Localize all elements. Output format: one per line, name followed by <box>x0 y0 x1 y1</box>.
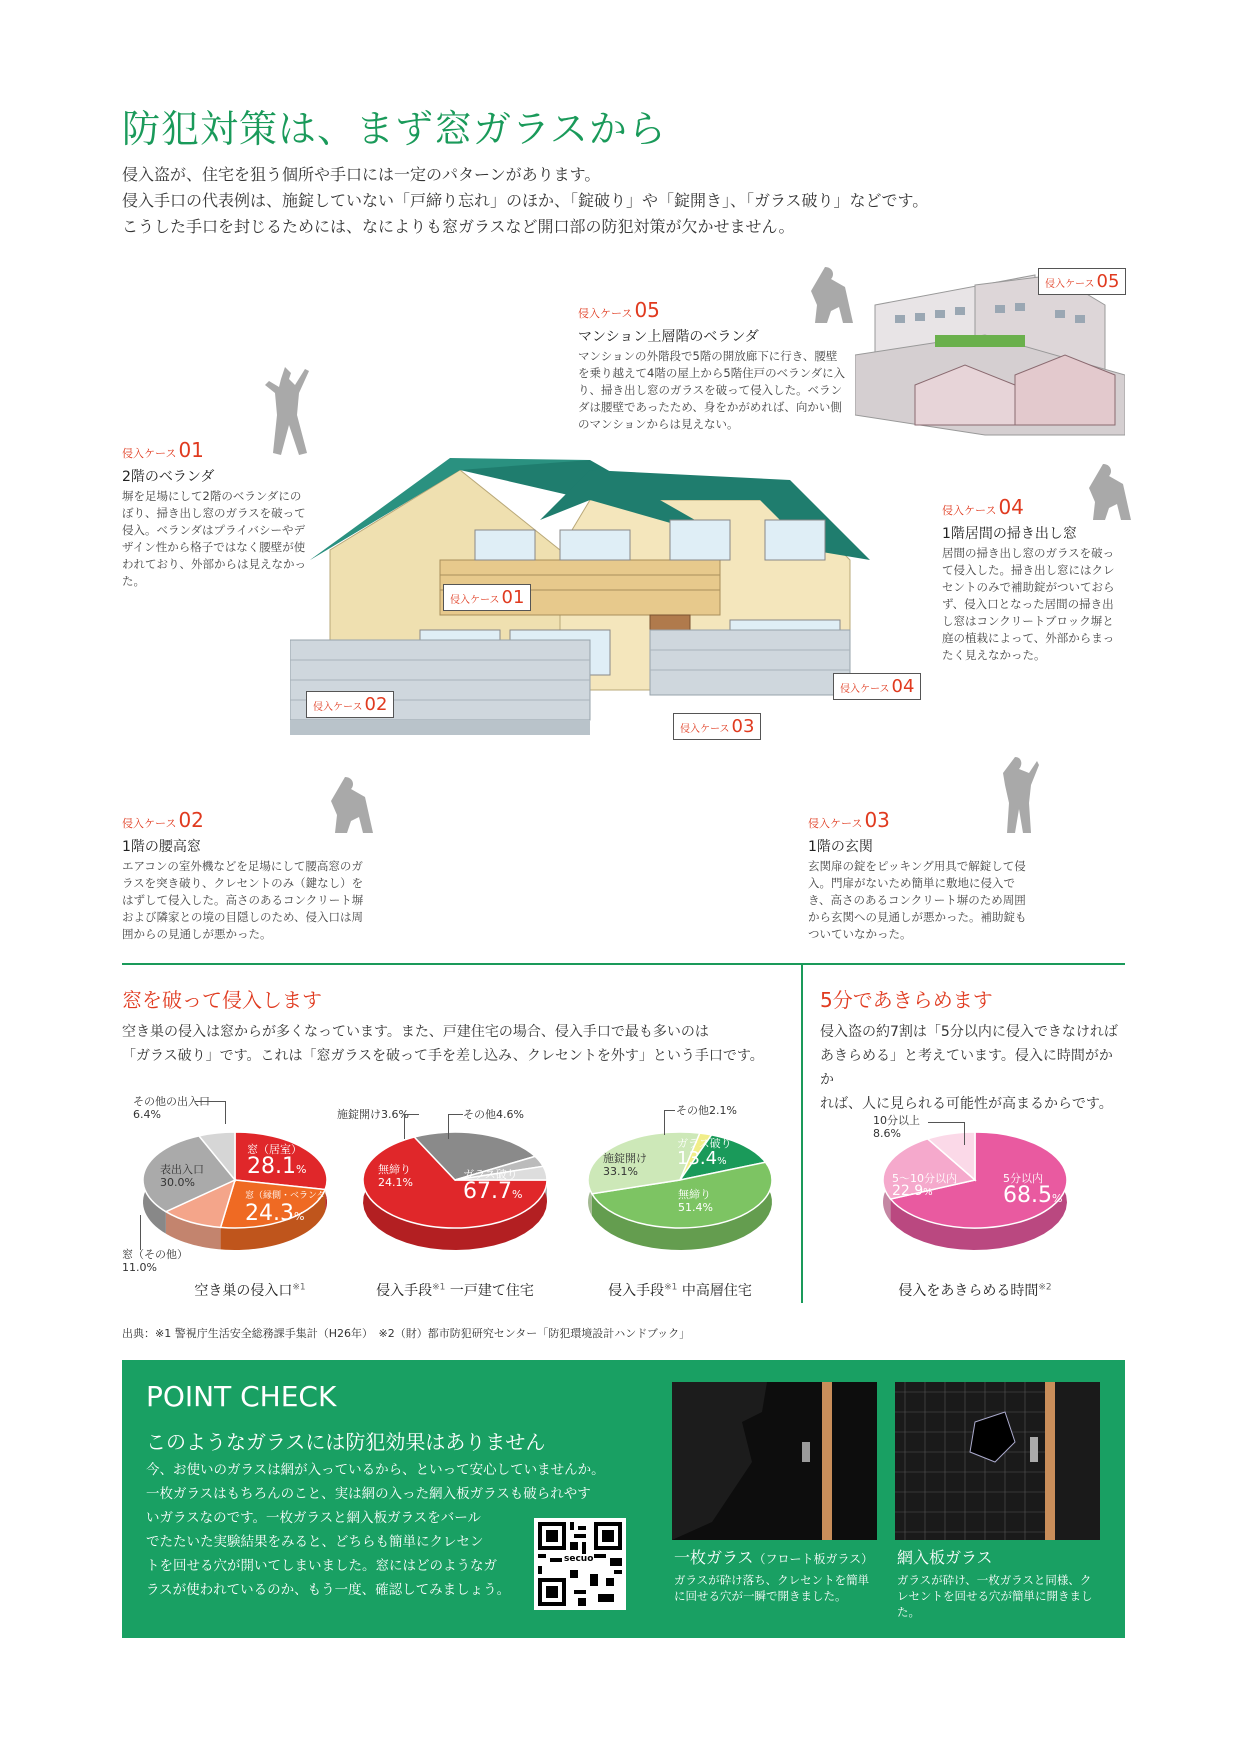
caption-tail: 一戸建て住宅 <box>449 1283 534 1299</box>
pie1-leader-line <box>195 1101 226 1124</box>
photo-title-sub: （フロート板ガラス） <box>753 1552 874 1566</box>
photo-float-glass <box>672 1382 877 1540</box>
case-02 <box>122 808 367 943</box>
qr-code-icon <box>534 1518 626 1610</box>
point-check-heading: POINT CHECK <box>146 1380 337 1413</box>
slice-value <box>1003 1185 1062 1210</box>
pie4-leader-line <box>928 1122 965 1145</box>
case-body: エアコンの室外機などを足場にして腰高窓のガラスを突き破り、クレセントのみ（鍵なし）をはずして侵入した。高さのあるコンクリート塀および隣家との境の目隠しのため、侵入口は周囲からの見通しが悪かった。 <box>122 859 364 941</box>
section-body-five-minutes <box>820 1020 1120 1116</box>
page-title: 防犯対策は、まず窓ガラスから <box>122 107 667 151</box>
case-tag-04 <box>833 673 921 700</box>
caption-tail: 中高層住宅 <box>681 1283 752 1299</box>
case-tag-number: 03 <box>731 716 755 737</box>
case-tag-03 <box>673 713 761 740</box>
case-tag-01 <box>443 584 531 611</box>
body-line: 今、お使いのガラスは網が入っているから、といって安心していませんか。 <box>146 1462 605 1478</box>
qr-code[interactable] <box>534 1518 626 1610</box>
point-check-subheading: このようなガラスには防犯効果はありません <box>146 1430 546 1454</box>
intro-line: 侵入盗が、住宅を狙う個所や手口には一定のパターンがあります。 <box>122 165 601 184</box>
photo-wired-glass-caption: ガラスが砕け、一枚ガラスと同様、クレセントを回せる穴が簡単に開きました。 <box>897 1573 1093 1619</box>
pie3-label-unlocked <box>678 1188 713 1214</box>
percent-sign: % <box>1051 1192 1063 1205</box>
slice-label: 窓（居室） <box>247 1143 302 1156</box>
slice-label: 窓（その他） <box>122 1248 188 1261</box>
percent-sign: % <box>295 1163 307 1176</box>
slice-label: 表出入口 <box>160 1163 204 1176</box>
wired-glass-image <box>895 1382 1100 1540</box>
body-line: 一枚ガラスはもちろんのこと、実は網の入った網入板ガラスも破られやす <box>146 1486 591 1502</box>
pie4-label-over-10 <box>873 1114 920 1140</box>
photo-float-glass-caption: ガラスが砕け落ち、クレセントを簡単に回せる穴が一瞬で開きました。 <box>674 1573 870 1603</box>
caption-note: ※1 <box>292 1282 306 1293</box>
case-label <box>122 438 312 462</box>
pie1-caption <box>150 1280 350 1300</box>
broken-glass-image <box>672 1382 877 1540</box>
house-illustration <box>290 440 950 810</box>
case-03 <box>808 808 1036 943</box>
case-tag-02 <box>306 691 394 718</box>
section-divider <box>122 963 1125 965</box>
pie2-caption <box>355 1280 555 1300</box>
slice-label: 5〜10分以内 <box>892 1172 957 1185</box>
caption-text: 侵入をあきらめる時間 <box>898 1283 1039 1299</box>
case-body: 塀を足場にして2階のベランダにのぼり、掃き出し窓のガラスを破って侵入。ベランダはプライバシーやデザイン性から格子ではなく腰壁が使われており、外部からは見えなかった。 <box>122 489 306 588</box>
case-tag-prefix: 侵入ケース <box>840 684 890 695</box>
caption-note: ※2 <box>1038 1282 1052 1293</box>
case-05 <box>578 298 848 433</box>
body-line: でたたいた実験結果をみると、どちらも簡単にクレセン <box>146 1534 484 1550</box>
section-title-window: 窓を破って侵入します <box>122 988 322 1012</box>
slice-value: 11.0% <box>122 1261 157 1274</box>
photo-float-glass-title <box>674 1545 873 1568</box>
slice-value: 33.1% <box>603 1165 638 1178</box>
case-body: 居間の掃き出し窓のガラスを破って侵入した。掃き出し窓にはクレセントのみで補助錠がついておらず、侵入口となった居間の掃き出し窓はコンクリートブロック塀と庭の植栽によって、外部からまったく見えなかった。 <box>942 546 1115 662</box>
case-tag-prefix: 侵入ケース <box>313 702 363 713</box>
slice-label: ガラス破り <box>463 1168 518 1181</box>
case-tag-number: 01 <box>501 587 525 608</box>
body-line: トを回せる穴が開いてしまいました。窓にはどのようなガ <box>146 1558 497 1574</box>
case-title: 1階の玄関 <box>808 839 873 855</box>
pie2-leader-line <box>448 1114 463 1139</box>
slice-value: 8.6% <box>873 1127 901 1140</box>
pie3-label-other: その他2.1% <box>676 1104 737 1117</box>
slice-value <box>892 1185 957 1199</box>
case-number: 02 <box>178 808 204 832</box>
case-number: 05 <box>634 298 660 322</box>
body-line: 「ガラス破り」です。これは「窓ガラスを破って手を差し込み、クレセントを外す」という手口です。 <box>122 1048 764 1064</box>
case-tag-number: 02 <box>364 694 388 715</box>
slice-value <box>245 1203 335 1228</box>
case-tag-05 <box>1038 268 1126 295</box>
pie3-label-glass <box>677 1137 732 1171</box>
caption-note: ※1 <box>432 1282 446 1293</box>
case-number: 01 <box>178 438 204 462</box>
pie2-label-other: その他4.6% <box>463 1108 524 1121</box>
pie3-leader-line <box>664 1110 675 1135</box>
pie1-label-front-door <box>160 1163 204 1189</box>
slice-label: 無締り <box>678 1188 711 1201</box>
percent-sign: % <box>293 1210 305 1223</box>
slice-label: 10分以上 <box>873 1114 920 1127</box>
case-title: 1階の腰高窓 <box>122 839 201 855</box>
case-tag-number: 04 <box>891 676 915 697</box>
case-title: マンション上層階のベランダ <box>578 329 759 345</box>
slice-number: 13.4 <box>677 1148 718 1169</box>
pie1-leader-line <box>140 1215 141 1250</box>
photo-wired-glass <box>895 1382 1100 1540</box>
slice-value: 24.1% <box>378 1176 413 1189</box>
pie4-label-within-5 <box>1003 1172 1062 1210</box>
slice-label: 窓（縁側・ベランダ） <box>245 1191 335 1201</box>
body-line: 侵入盗の約7割は「5分以内に侵入できなければ <box>820 1024 1118 1040</box>
case-title: 1階居間の掃き出し窓 <box>942 526 1077 542</box>
slice-label: ガラス破り <box>677 1137 732 1150</box>
case-tag-prefix: 侵入ケース <box>1045 279 1095 290</box>
caption-note: ※1 <box>664 1282 678 1293</box>
slice-number: 68.5 <box>1003 1183 1052 1208</box>
pie1-label-window-other <box>122 1248 188 1274</box>
slice-number: 28.1 <box>247 1154 296 1179</box>
slice-value: 51.4% <box>678 1201 713 1214</box>
case-01 <box>122 438 312 590</box>
case-number: 03 <box>864 808 890 832</box>
case-label <box>808 808 1036 832</box>
slice-label: その他の出入口 <box>133 1095 210 1108</box>
percent-sign: % <box>923 1187 933 1198</box>
pie4-caption <box>875 1280 1075 1300</box>
section-title-five-minutes: 5分であきらめます <box>820 988 993 1012</box>
intro-line: 侵入手口の代表例は、施錠していない「戸締り忘れ」のほか、「錠破り」や「錠開き」、「ガラス破り」などです。 <box>122 191 929 210</box>
caption-text: 侵入手段 <box>376 1283 433 1299</box>
slice-value <box>677 1150 732 1171</box>
caption-text: 空き巣の侵入口 <box>194 1283 293 1299</box>
case-tag-prefix: 侵入ケース <box>680 724 730 735</box>
slice-label: 無締り <box>378 1163 411 1176</box>
pie2-label-lock-open: 施錠開け3.6% <box>337 1108 409 1121</box>
column-divider <box>801 965 803 1303</box>
intro-text <box>122 162 1102 240</box>
pie4-label-5-10 <box>892 1172 957 1199</box>
case-prefix: 侵入ケース <box>578 307 633 320</box>
point-check-box <box>122 1360 1125 1638</box>
case-prefix: 侵入ケース <box>942 504 997 517</box>
photo-wired-glass-title: 網入板ガラス <box>897 1548 993 1567</box>
case-body: マンションの外階段で5階の開放廊下に行き、腰壁を乗り越えて4階の屋上から5階住戸のベランダに入り、掃き出し窓のガラスを破って侵入した。ベランダは腰壁であったため、身をかがめれば、向かい側のマンションからは見えない。 <box>578 349 846 431</box>
pie1-label-window-room <box>247 1143 306 1181</box>
case-label <box>122 808 367 832</box>
slice-label: 5分以内 <box>1003 1172 1043 1185</box>
percent-sign: % <box>511 1188 523 1201</box>
case-label <box>942 495 1124 519</box>
pie1-label-window-veranda <box>245 1190 335 1228</box>
slice-value: 30.0% <box>160 1176 195 1189</box>
slice-value <box>463 1181 522 1206</box>
body-line: ラスが使われているのか、もう一度、確認してみましょう。 <box>146 1582 511 1598</box>
pie3-label-lock-open <box>603 1152 647 1178</box>
case-prefix: 侵入ケース <box>808 817 863 830</box>
intro-line: こうした手口を封じるためには、なによりも窓ガラスなど開口部の防犯対策が欠かせません。 <box>122 217 795 236</box>
pie2-leader-line <box>404 1114 419 1139</box>
slice-value <box>247 1156 306 1181</box>
case-tag-prefix: 侵入ケース <box>450 595 500 606</box>
case-tag-number: 05 <box>1096 271 1120 292</box>
case-number: 04 <box>998 495 1024 519</box>
slice-number: 24.3 <box>245 1201 294 1226</box>
slice-number: 67.7 <box>463 1179 512 1204</box>
source-note: 出典：※1 警視庁生活安全総務課手集計（H26年） ※2（財）都市防犯研究センター「防犯環境設計ハンドブック」 <box>122 1327 691 1340</box>
qr-code-text: secuo <box>564 1554 594 1564</box>
slice-label: 施錠開け <box>603 1152 647 1165</box>
pie2-label-glass <box>463 1168 522 1206</box>
slice-value: 6.4% <box>133 1108 161 1121</box>
percent-sign: % <box>717 1156 727 1167</box>
photo-title: 一枚ガラス <box>674 1548 754 1567</box>
pie2-label-unlocked <box>378 1163 413 1189</box>
body-line: れば、人に見られる可能性が高まるからです。 <box>820 1096 1113 1112</box>
pie-chart-method-house <box>355 1125 555 1265</box>
caption-text: 侵入手段 <box>608 1283 665 1299</box>
body-line: 空き巣の侵入は窓からが多くなっています。また、戸建住宅の場合、侵入手口で最も多いのは <box>122 1024 709 1040</box>
body-line: いガラスなのです。一枚ガラスと網入板ガラスをバール <box>146 1510 481 1526</box>
case-body: 玄関扉の錠をピッキング用具で解錠して侵入。門扉がないため簡単に敷地に侵入でき、高さのあるコンクリート塀のため周囲から玄関への見通しが悪かった。補助錠もついていなかった。 <box>808 859 1027 941</box>
case-title: 2階のベランダ <box>122 469 215 485</box>
pie3-caption <box>580 1280 780 1300</box>
slice-number: 22.9 <box>892 1183 924 1199</box>
case-prefix: 侵入ケース <box>122 817 177 830</box>
body-line: あきらめる」と考えています。侵入に時間がかか <box>820 1048 1113 1088</box>
case-prefix: 侵入ケース <box>122 447 177 460</box>
case-04 <box>942 495 1124 664</box>
section-body-window <box>122 1020 792 1068</box>
case-label <box>578 298 848 322</box>
